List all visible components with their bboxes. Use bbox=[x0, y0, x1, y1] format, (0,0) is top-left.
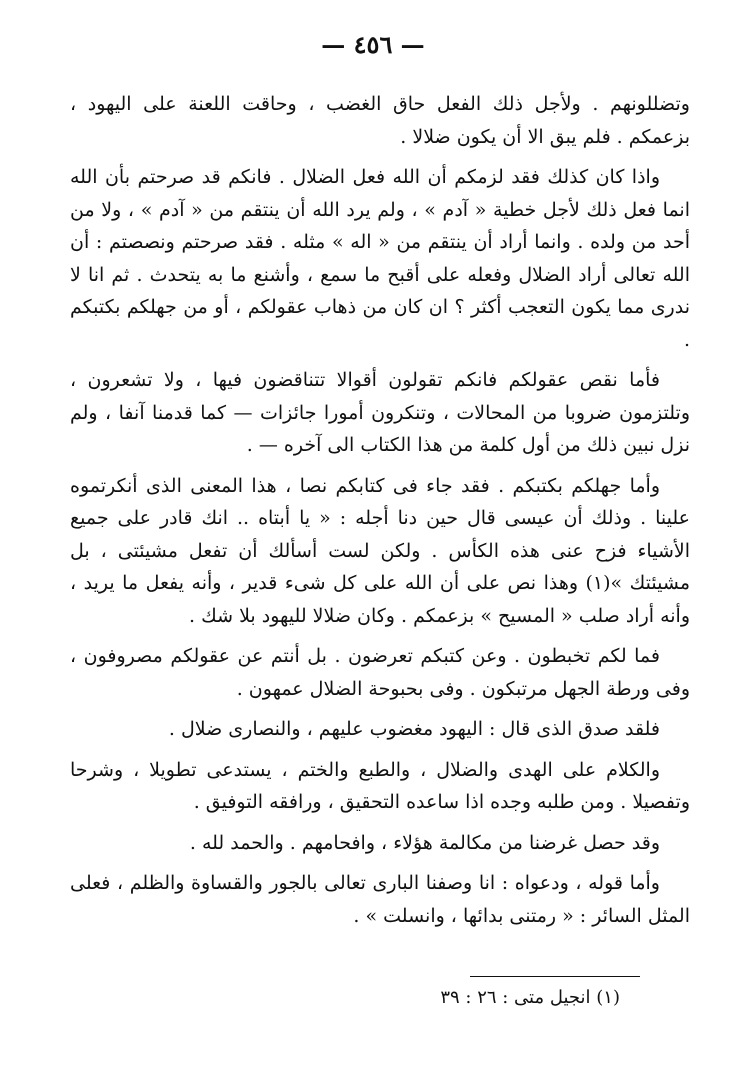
paragraph-5: فما لكم تخبطون . وعن كتبكم تعرضون . بل أنتم عن عقولكم مصروفون ، وفى ورطة الجهل مرتبكون . وفى بحبوحة الضلال عمهون . bbox=[70, 645, 690, 700]
paragraph-7: والكلام على الهدى والضلال ، والطبع والختم ، يستدعى تطويلا ، وشرحا وتفصيلا . ومن طلبه وجده اذا ساعده التحقيق ، ورافقه التوفيق . bbox=[70, 758, 690, 813]
footnote-divider bbox=[470, 976, 640, 977]
paragraph-8: وقد حصل غرضنا من مكالمة هؤلاء ، وافحامهم . والحمد لله . bbox=[189, 831, 660, 854]
paragraph-6: فلقد صدق الذى قال : اليهود مغضوب عليهم ، والنصارى ضلال . bbox=[168, 718, 660, 740]
paragraph-9: وأما قوله ، ودعواه : انا وصفنا البارى تعالى بالجور والقساوة والظلم ، فعلى المثل السائر : « رمتنى بدائها ، وانسلت » . bbox=[70, 872, 690, 927]
paragraph-2: واذا كان كذلك فقد لزمكم أن الله فعل الضلال . فانكم قد صرحتم بأن الله انما فعل ذلك لأجل خطية « آدم » ، ولم يرد الله أن ينتقم من « آدم » ، ولا من أحد من ولده . وانما أراد أن ينتقم من « اله » مثله . فقد صرحتم ونصصتم : أن الله تعالى أراد الضلال وفعله على أقبح ما سمع ، وأشنع ما به يتحدث . ثم انا لا ندرى مما يكون التعجب أكثر ؟ ان كان من ذهاب عقولكم ، أو من جهلكم بكتبكم . bbox=[70, 166, 690, 351]
paragraph-3: فأما نقص عقولكم فانكم تقولون أقوالا تتناقضون فيها ، ولا تشعرون ، وتلتزمون ضروبا من المحالات ، وتنكرون أمورا جائزات — كما قدمنا آنفا ، ولم نزل نبين ذلك من أول كلمة من هذا الكتاب الى آخره — . bbox=[70, 369, 690, 456]
footnote: (١) انجيل متى : ٢٦ : ٣٩ bbox=[440, 987, 620, 1008]
paragraph-1: وتضللونهم . ولأجل ذلك الفعل حاق الغضب ، وحاقت اللعنة على اليهود ، بزعمكم . فلم يبق الا أن يكون ضلالا . bbox=[70, 93, 690, 148]
paragraph-4: وأما جهلكم بكتبكم . فقد جاء فى كتابكم نصا ، هذا المعنى الذى أنكرتموه علينا . وذلك أن عيسى قال حين دنا أجله : « يا أبتاه .. انك قادر على جميع الأشياء فزح عنى هذه الكأس . ولكن لست أسألك أن تفعل مشيئتى ، بل مشيئتك »(١) وهذا نص على أن الله على كل شىء قدير ، وأنه يفعل ما يريد ، وأنه أراد صلب « المسيح » بزعمكم . وكان ضلالا لليهود بلا شك . bbox=[70, 474, 690, 627]
page-number: — ٤٥٦ — bbox=[321, 30, 425, 59]
main-text bbox=[70, 88, 690, 940]
